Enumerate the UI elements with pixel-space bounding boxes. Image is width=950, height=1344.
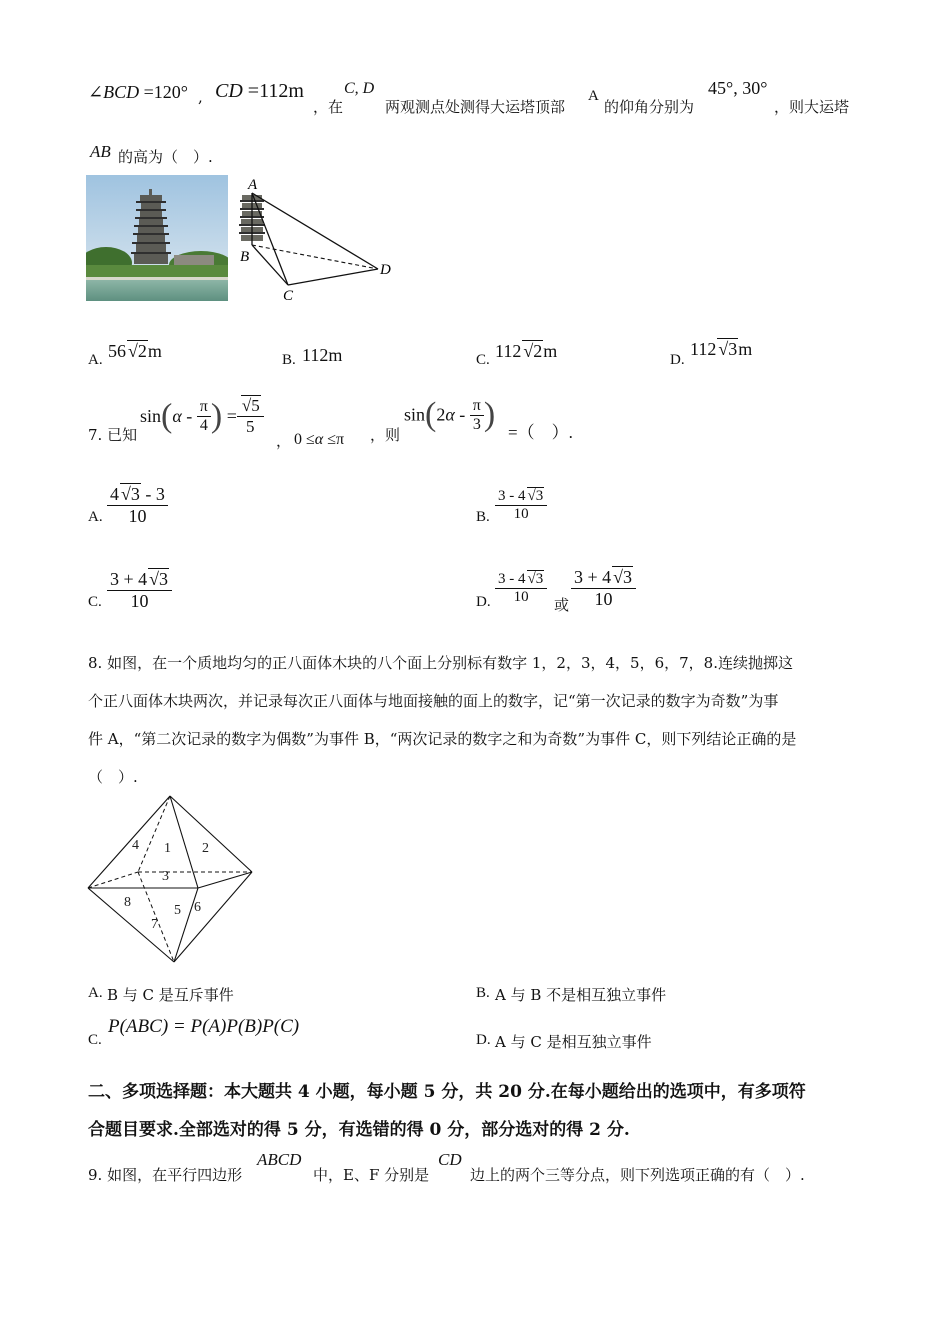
q6-text-elevation: 的仰角分别为 bbox=[604, 98, 695, 116]
face-label-3: 3 bbox=[162, 869, 169, 884]
q7-option-d-value: $\frac{3 - 4 √3}{10}$ bbox=[495, 571, 547, 606]
q7-option-a-value: $\frac{4 √3 - 3}{10}$ bbox=[107, 484, 168, 527]
q7-option-c-value: $\frac{3 + 4 √3}{10}$ bbox=[107, 569, 172, 612]
q9-tail: 边上的两个三等分点，则下列选项正确的有（ ）. bbox=[470, 1166, 805, 1184]
q6-text-then: ，则大运塔 bbox=[774, 98, 850, 116]
face-label-6: 6 bbox=[194, 900, 201, 915]
face-label-8: 8 bbox=[124, 895, 131, 910]
label-d: D bbox=[380, 262, 391, 278]
q6-comma: , bbox=[198, 88, 203, 106]
q6-point-a: A bbox=[588, 88, 599, 104]
pagoda-photo bbox=[86, 175, 228, 301]
q6-option-d-letter: D. bbox=[670, 352, 685, 368]
q9-abcd: ABCD bbox=[257, 1150, 302, 1169]
q6-angle-bcd: ∠BCD =120° bbox=[88, 82, 188, 102]
q8-option-c-text: P(ABC) = P(A)P(B)P(C) bbox=[108, 1016, 300, 1037]
label-b: B bbox=[240, 249, 250, 265]
q6-option-b-letter: B. bbox=[282, 352, 296, 368]
q9-prefix: 9. 如图，在平行四边形 bbox=[88, 1166, 243, 1184]
section2-heading-line-2: 合题目要求.全部选对的得 5 分，有选错的得 0 分，部分选对的得 2 分. bbox=[88, 1120, 630, 1140]
q7-option-d-value-2: $\frac{3 + 4 √3}{10}$ bbox=[571, 567, 636, 610]
edge-cd bbox=[288, 269, 378, 285]
q8-option-d-letter: D. bbox=[476, 1032, 491, 1048]
q6-option-d-value: 112 √3m bbox=[690, 339, 753, 359]
q7-comma: ， bbox=[276, 432, 292, 450]
q6-option-c-value: 112 √2m bbox=[495, 341, 558, 361]
q7-prefix: 7. 已知 bbox=[88, 426, 138, 444]
q7-option-b-value: $\frac{3 - 4 √3}{10}$ bbox=[495, 488, 547, 523]
q7-alpha-range: 0 ≤α ≤π bbox=[294, 431, 345, 448]
label-a: A bbox=[248, 177, 258, 193]
edge-ad bbox=[252, 193, 378, 269]
octahedron-figure bbox=[84, 792, 259, 967]
q9-cd: CD bbox=[438, 1150, 462, 1169]
q8-line-3: 件 A，“第二次记录的数字为偶数”为事件 B，“两次记录的数字之和为奇数”为事件 C，则下列结论正确的是 bbox=[88, 730, 797, 748]
q6-angles: 45°, 30° bbox=[708, 78, 768, 98]
q6-cd-points: C, D bbox=[344, 80, 375, 97]
q7-option-c-letter: C. bbox=[88, 594, 102, 610]
face-label-5: 5 bbox=[174, 903, 181, 918]
q6-option-a-letter: A. bbox=[88, 352, 103, 368]
q7-condition-equation: sin(α - $\frac{\pi}{4}$ ) = $\frac{√5}{5}$ bbox=[140, 396, 264, 437]
q7-then: ，则 bbox=[370, 426, 401, 444]
q6-ab: AB bbox=[90, 142, 111, 161]
q8-line-2: 个正八面体木块两次，并记录每次正八面体与地面接触的面上的数字，记“第一次记录的数字为奇数”为事 bbox=[88, 692, 779, 710]
q6-option-c-letter: C. bbox=[476, 352, 490, 368]
q6-option-a-value: 56 √2m bbox=[108, 341, 162, 361]
q6-text-height: 的高为（ ）. bbox=[118, 148, 213, 166]
q8-line-4: （ ）. bbox=[88, 768, 138, 786]
tetrahedron-figure bbox=[235, 175, 400, 305]
face-label-4: 4 bbox=[132, 838, 139, 853]
q7-ask-expression: sin(2α - $\frac{\pi}{3}$ ) bbox=[404, 396, 496, 433]
q9-mid: 中，E、F 分别是 bbox=[313, 1166, 430, 1184]
q7-option-a-letter: A. bbox=[88, 509, 103, 525]
q6-option-b-value: 112m bbox=[302, 345, 343, 365]
q7-option-b-letter: B. bbox=[476, 509, 490, 525]
q8-option-a-text: B 与 C 是互斥事件 bbox=[107, 986, 234, 1004]
q8-option-c-letter: C. bbox=[88, 1032, 102, 1048]
q8-option-a-letter: A. bbox=[88, 985, 103, 1001]
q8-line-1: 8. 如图，在一个质地均匀的正八面体木块的八个面上分别标有数字 1，2，3，4，5，6，7，8.连续抛掷这 bbox=[88, 654, 793, 672]
q6-text-observe: 两观测点处测得大运塔顶部 bbox=[385, 98, 566, 116]
face-label-2: 2 bbox=[202, 841, 209, 856]
q8-option-d-text: A 与 C 是相互独立事件 bbox=[495, 1033, 652, 1051]
q7-option-d-letter: D. bbox=[476, 594, 491, 610]
label-c: C bbox=[283, 288, 294, 304]
q8-option-b-letter: B. bbox=[476, 985, 490, 1001]
q8-option-b-text: A 与 B 不是相互独立事件 bbox=[495, 986, 667, 1004]
q6-cd-length: CD =112m bbox=[215, 80, 304, 102]
section2-heading-line-1: 二、多项选择题：本大题共 4 小题，每小题 5 分，共 20 分.在每小题给出的选项中，有多项符 bbox=[88, 1082, 806, 1102]
q6-text-zai: ，在 bbox=[313, 98, 344, 116]
face-label-7: 7 bbox=[151, 917, 158, 932]
q7-option-d-or: 或 bbox=[554, 596, 570, 614]
face-label-1: 1 bbox=[164, 841, 171, 856]
q7-ask-tail: =（ ）. bbox=[508, 423, 573, 442]
